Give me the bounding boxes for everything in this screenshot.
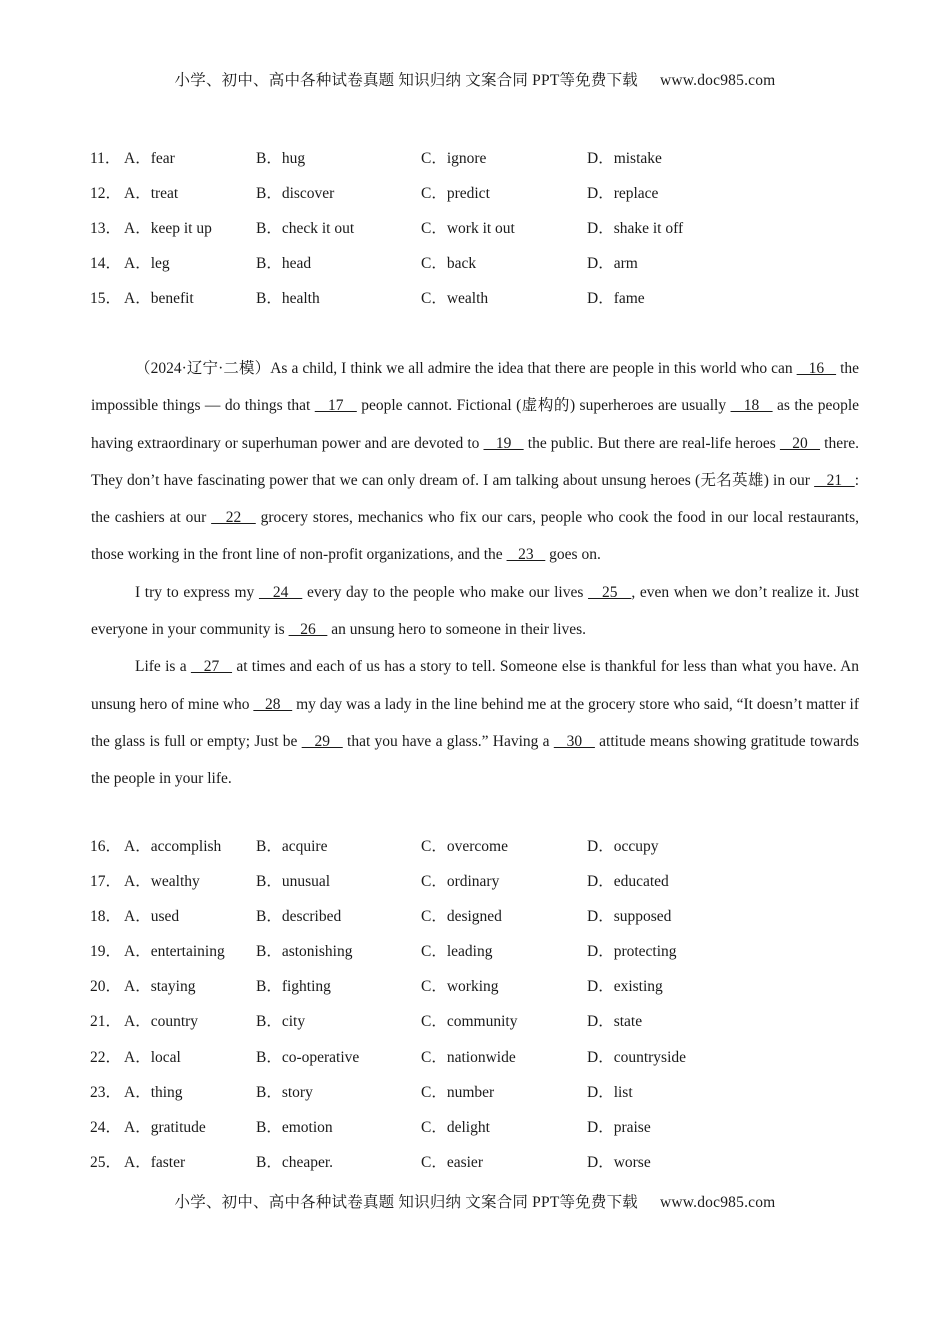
option-d: D．educated: [587, 873, 669, 891]
blank-21: 21: [814, 471, 855, 489]
blank-24: 24: [258, 583, 303, 601]
option-d: D．protecting: [587, 943, 677, 961]
option-d: D．supposed: [587, 908, 672, 926]
option-c: C．delight: [421, 1118, 490, 1136]
blank-19: 19: [483, 434, 524, 452]
question-row: [90, 251, 870, 286]
option-a: A．used: [124, 908, 180, 926]
passage-text: people cannot. Fictional (虚构的) superheroes are usually: [356, 397, 731, 415]
option-d: D．fame: [587, 290, 645, 308]
question-number: 12．: [90, 185, 122, 203]
question-number: 25．: [90, 1153, 122, 1171]
passage-text: attitude means showing gratitude towards the people in your life.: [91, 732, 860, 788]
passage-text: （2024·辽宁·二模）As a child, I think we all admire the idea that there are people in this world who can: [135, 360, 797, 377]
option-b: B．acquire: [256, 838, 328, 855]
blank-22: 22: [211, 509, 256, 527]
passage-text: I try to express my: [135, 583, 259, 601]
blank-18: 18: [730, 397, 773, 415]
question-row: [90, 216, 870, 251]
option-b: B．city: [256, 1013, 306, 1031]
footer-text: 小学、初中、高中各种试卷真题 知识归纳 文案合同 PPT等免费下载: [174, 1194, 638, 1211]
option-a: A．entertaining: [124, 943, 225, 961]
question-number: 14．: [90, 255, 122, 273]
option-c: C．ignore: [421, 150, 487, 167]
option-d: D．state: [587, 1013, 643, 1031]
option-a: A．wealthy: [124, 873, 200, 891]
options-block-16-25: [90, 834, 870, 1185]
option-d: D．replace: [587, 185, 659, 203]
option-b: B．co-operative: [256, 1048, 360, 1066]
passage-text: grocery stores, mechanics who fix our cars, people who cook the food in our local restaurants, those working in the front line of non-profit organizations, and the: [91, 509, 859, 564]
passage-paragraph-1: [91, 350, 859, 574]
option-c: C．overcome: [421, 838, 508, 855]
option-c: C．ordinary: [421, 873, 500, 891]
option-c: C．nationwide: [421, 1048, 516, 1066]
option-d: D．arm: [587, 255, 638, 273]
passage-text: an unsung hero to someone in their lives.: [327, 621, 587, 639]
option-c: C．work it out: [421, 220, 515, 238]
blank-27: 27: [190, 658, 233, 676]
cloze-passage: [91, 350, 859, 798]
question-number: 20．: [90, 978, 122, 996]
passage-paragraph-3: [91, 648, 859, 797]
question-number: 24．: [90, 1118, 122, 1136]
passage-text: , even when we don’t realize it. Just everyone in your community is: [91, 583, 860, 639]
question-row: [90, 1080, 870, 1115]
option-d: D．list: [587, 1083, 633, 1101]
option-b: B．cheaper.: [256, 1153, 334, 1171]
option-a: A．leg: [124, 255, 170, 273]
passage-text: : the cashiers at our: [91, 471, 859, 527]
blank-20: 20: [779, 434, 821, 452]
question-row: [90, 146, 870, 181]
question-number: 19．: [90, 943, 122, 961]
footer-url[interactable]: www.doc985.com: [659, 1194, 776, 1211]
option-c: C．wealth: [421, 290, 489, 308]
option-d: D．shake it off: [587, 220, 684, 238]
option-a: A．gratitude: [124, 1118, 206, 1136]
option-a: A．thing: [124, 1083, 183, 1101]
option-a: A．staying: [124, 978, 196, 996]
option-b: B．check it out: [256, 220, 355, 238]
passage-text: the public. But there are real-life heroes: [523, 434, 780, 452]
passage-text: as the people having extraordinary or superhuman power and are devoted to: [91, 397, 860, 452]
question-number: 23．: [90, 1083, 122, 1101]
option-b: B．story: [256, 1083, 313, 1101]
question-row: [90, 869, 870, 904]
option-a: A．fear: [124, 150, 175, 167]
option-d: D．mistake: [587, 150, 662, 167]
passage-text: my day was a lady in the line behind me at the grocery store who said, “It doesn’t matter if the glass is full or empty; Just be: [91, 695, 860, 750]
question-number: 15．: [90, 290, 122, 308]
page-footer: [0, 1190, 950, 1212]
blank-16: 16: [796, 360, 837, 377]
blank-25: 25: [588, 583, 632, 601]
header-url[interactable]: www.doc985.com: [659, 72, 776, 89]
passage-text: there. They don’t have fascinating power that we can only dream of. I am talking about unsung heroes (无名英雄) in our: [91, 434, 859, 489]
passage-paragraph-2: [91, 574, 859, 649]
question-number: 16．: [90, 838, 122, 855]
blank-28: 28: [253, 695, 293, 713]
passage-text: that you have a glass.” Having a: [342, 732, 554, 750]
option-b: B．discover: [256, 185, 335, 203]
passage-text: Life is a: [135, 658, 191, 676]
blank-17: 17: [314, 397, 357, 415]
question-row: [90, 1045, 870, 1080]
question-row: [90, 1009, 870, 1044]
options-block-11-15: [90, 146, 870, 321]
option-d: D．occupy: [587, 838, 659, 855]
option-d: D．countryside: [587, 1048, 687, 1066]
option-c: C．working: [421, 978, 499, 996]
option-c: C．predict: [421, 185, 490, 203]
passage-text: goes on.: [545, 546, 601, 564]
option-a: A．treat: [124, 185, 179, 203]
blank-26: 26: [288, 621, 328, 639]
option-b: B．emotion: [256, 1118, 333, 1136]
blank-23: 23: [506, 546, 546, 564]
option-a: A．keep it up: [124, 220, 212, 238]
option-c: C．leading: [421, 943, 493, 961]
question-number: 17．: [90, 873, 122, 891]
option-c: C．back: [421, 255, 477, 273]
option-c: C．number: [421, 1083, 495, 1101]
question-number: 13．: [90, 220, 122, 238]
option-c: C．designed: [421, 908, 502, 926]
option-a: A．benefit: [124, 290, 194, 308]
option-d: D．existing: [587, 978, 663, 996]
option-b: B．described: [256, 908, 342, 926]
question-number: 11．: [90, 150, 121, 167]
passage-text: every day to the people who make our lives: [302, 583, 589, 601]
option-b: B．fighting: [256, 978, 331, 996]
option-b: B．head: [256, 255, 312, 273]
option-c: C．easier: [421, 1153, 483, 1171]
option-a: A．accomplish: [124, 838, 222, 855]
question-row: [90, 1150, 870, 1185]
option-b: B．unusual: [256, 873, 331, 891]
option-a: A．local: [124, 1048, 181, 1066]
option-c: C．community: [421, 1013, 518, 1031]
blank-30: 30: [553, 732, 595, 750]
page-header: [0, 68, 950, 90]
question-number: 22．: [90, 1048, 122, 1066]
option-a: A．country: [124, 1013, 199, 1031]
header-text: 小学、初中、高中各种试卷真题 知识归纳 文案合同 PPT等免费下载: [174, 72, 638, 89]
option-d: D．worse: [587, 1153, 651, 1171]
question-number: 21．: [90, 1013, 122, 1031]
blank-29: 29: [301, 732, 343, 750]
question-row: [90, 974, 870, 1009]
option-a: A．faster: [124, 1153, 186, 1171]
question-row: [90, 939, 870, 974]
question-row: [90, 286, 870, 321]
question-row: [90, 1115, 870, 1150]
question-row: [90, 181, 870, 216]
passage-text: at times and each of us has a story to tell. Someone else is thankful for less than what you have. An unsung hero of mine who: [91, 658, 860, 713]
option-d: D．praise: [587, 1118, 651, 1136]
question-row: [90, 904, 870, 939]
question-row: [90, 834, 870, 869]
question-number: 18．: [90, 908, 122, 926]
passage-text: the impossible things — do things that: [91, 360, 860, 415]
option-b: B．health: [256, 290, 320, 308]
option-b: B．astonishing: [256, 943, 353, 961]
option-b: B．hug: [256, 150, 306, 167]
